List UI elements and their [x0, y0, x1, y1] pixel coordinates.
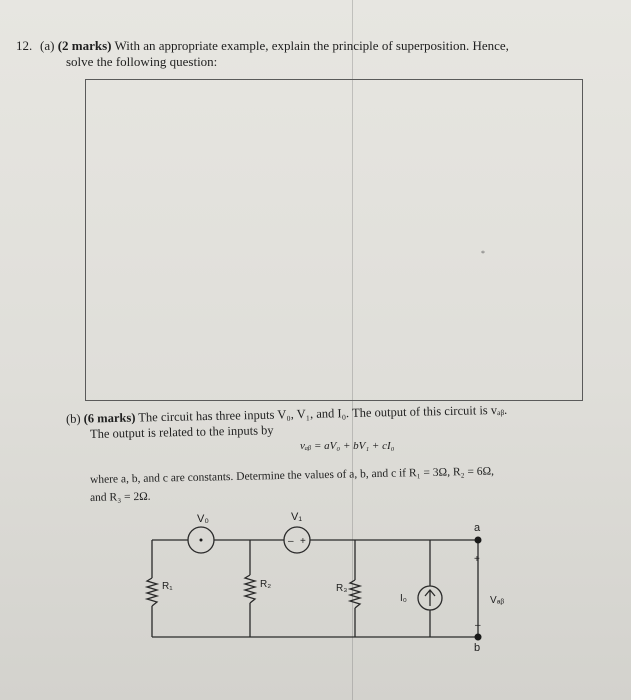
part-b-line-3: where a, b, and c are constants. Determine the values of a, b, and c if R₁ = 3Ω, R₂ = 6Ω, [89, 465, 495, 486]
r1-resistor [147, 578, 157, 606]
part-b-marks: (6 marks) [83, 410, 136, 426]
i0-arrow-icon [425, 590, 435, 606]
question-number: 12. [16, 38, 33, 53]
r1-label: R₁ [162, 581, 173, 592]
part-b-label: (b) [65, 411, 81, 426]
superposition-formula: vₐᵦ = aV₀ + bV₁ + cI₀ [300, 440, 395, 452]
part-b-line-2: The output is related to the inputs by [89, 423, 274, 441]
v1-label: V₁ [291, 511, 303, 523]
node-b-label: b [474, 642, 481, 654]
vab-label: Vₐᵦ [490, 595, 505, 606]
r3-resistor [350, 580, 360, 608]
part-b-text-1: The circuit has three inputs V₀, V₁, and I₀. The output of this circuit is vₐᵦ. [135, 402, 508, 425]
minus-sign: – [475, 620, 481, 631]
v1-minus-sign: – [288, 536, 294, 547]
stray-mark: * [481, 249, 485, 258]
part-b-line-4: and R₃ = 2Ω. [89, 490, 151, 504]
r3-label: R₃ [336, 583, 348, 594]
part-a-text-2: solve the following question: [66, 54, 218, 69]
i0-label: I₀ [400, 593, 407, 604]
r2-label: R₂ [260, 579, 272, 590]
v1-plus-sign: + [300, 536, 306, 547]
node-a-terminal [475, 537, 482, 544]
plus-sign: + [474, 554, 480, 565]
r2-resistor [245, 575, 255, 603]
part-a-marks: (2 marks) [57, 38, 112, 53]
node-b-terminal [475, 634, 482, 641]
v0-source-dot [200, 539, 203, 542]
v0-label: V₀ [197, 513, 209, 525]
part-a-label: (a) [40, 38, 55, 53]
part-a-text: With an appropriate example, explain the principle of superposition. Hence, [111, 38, 509, 53]
node-a-label: a [474, 522, 481, 534]
